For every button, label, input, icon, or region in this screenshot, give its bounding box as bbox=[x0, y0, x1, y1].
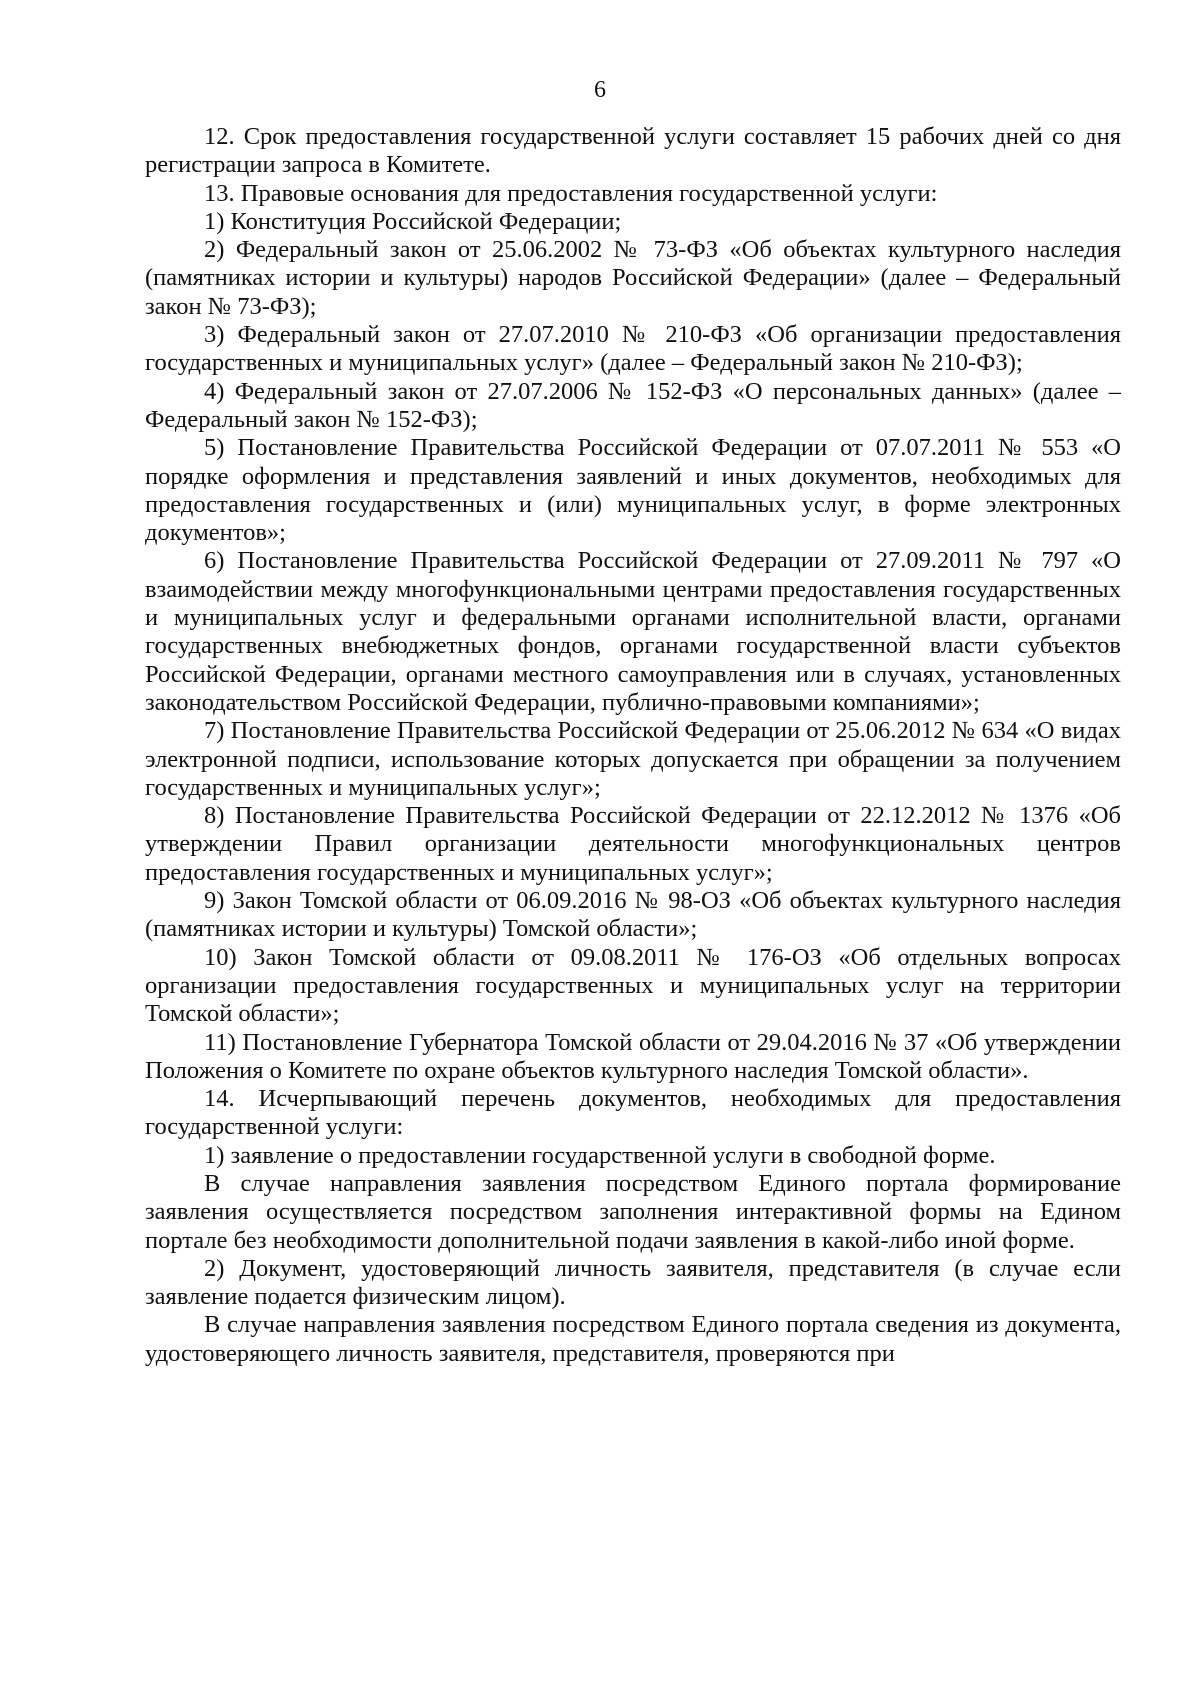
legal-ground-item-2: 2) Федеральный закон от 25.06.2002 № 73-ФЗ «Об объектах культурного наследия (памятниках истории и культуры) народов Российской Федерации» (далее – Федеральный закон № 73-ФЗ); bbox=[145, 236, 1121, 320]
legal-ground-item-1: 1) Конституция Российской Федерации; bbox=[204, 207, 622, 235]
paragraph-13-legal-grounds: 13. Правовые основания для предоставления государственной услуги: bbox=[204, 179, 938, 207]
document-item-1: 1) заявление о предоставлении государственной услуги в свободной форме. bbox=[204, 1141, 996, 1169]
legal-ground-item-11: 11) Постановление Губернатора Томской области от 29.04.2016 № 37 «Об утверждении Положения о Комитете по охране объектов культурного наследия Томской области». bbox=[145, 1028, 1121, 1084]
legal-ground-item-10: 10) Закон Томской области от 09.08.2011 № 176-ОЗ «Об отдельных вопросах организации предоставления государственных и муниципальных услуг на территории Томской области»; bbox=[145, 943, 1121, 1028]
page-number: 6 bbox=[594, 77, 606, 103]
paragraph-14-documents-list: 14. Исчерпывающий перечень документов, необходимых для предоставления государственной услуги: bbox=[145, 1085, 1121, 1141]
paragraph-12-service-term: 12. Срок предоставления государственной услуги составляет 15 рабочих дней со дня регистрации запроса в Комитете. bbox=[145, 123, 1121, 179]
document-item-1-portal-note: В случае направления заявления посредством Единого портала формирование заявления осуществляется посредством заполнения интерактивной формы на Едином портале без необходимости дополнительной подачи заявления в какой-либо иной форме. bbox=[145, 1169, 1121, 1254]
legal-ground-item-4: 4) Федеральный закон от 27.07.2006 № 152-ФЗ «О персональных данных» (далее – Федеральный закон № 152-ФЗ); bbox=[145, 377, 1121, 433]
document-body bbox=[145, 123, 1121, 1368]
legal-ground-item-8: 8) Постановление Правительства Российской Федерации от 22.12.2012 № 1376 «Об утверждении Правил организации деятельности многофункциональных центров предоставления государственных и муниципальных услуг»; bbox=[145, 802, 1121, 886]
legal-ground-item-6: 6) Постановление Правительства Российской Федерации от 27.09.2011 № 797 «О взаимодействии между многофункциональными центрами предоставления государственных и муниципальных услуг и федеральными органами исполнительной власти, органами государственных внебюджетных фондов, органами государственной власти субъектов Российской Федерации, органами местного самоуправления или в случаях, установленных законодательством Российской Федерации, публично-правовыми компаниями»; bbox=[145, 547, 1121, 716]
document-item-2: 2) Документ, удостоверяющий личность заявителя, представителя (в случае если заявление подается физическим лицом). bbox=[145, 1254, 1121, 1311]
legal-ground-item-5: 5) Постановление Правительства Российской Федерации от 07.07.2011 № 553 «О порядке оформления и представления заявлений и иных документов, необходимых для предоставления государственных и (или) муниципальных услуг, в форме электронных документов»; bbox=[145, 434, 1121, 547]
legal-ground-item-9: 9) Закон Томской области от 06.09.2016 № 98-ОЗ «Об объектах культурного наследия (памятниках истории и культуры) Томской области»; bbox=[145, 887, 1121, 943]
legal-ground-item-3: 3) Федеральный закон от 27.07.2010 № 210-ФЗ «Об организации предоставления государственных и муниципальных услуг» (далее – Федеральный закон № 210-ФЗ); bbox=[145, 321, 1121, 377]
document-item-2-portal-note: В случае направления заявления посредством Единого портала сведения из документа, удостоверяющего личность заявителя, представителя, проверяются при bbox=[145, 1311, 1121, 1367]
legal-ground-item-7: 7) Постановление Правительства Российской Федерации от 25.06.2012 № 634 «О видах электронной подписи, использование которых допускается при обращении за получением государственных и муниципальных услуг»; bbox=[145, 717, 1121, 801]
